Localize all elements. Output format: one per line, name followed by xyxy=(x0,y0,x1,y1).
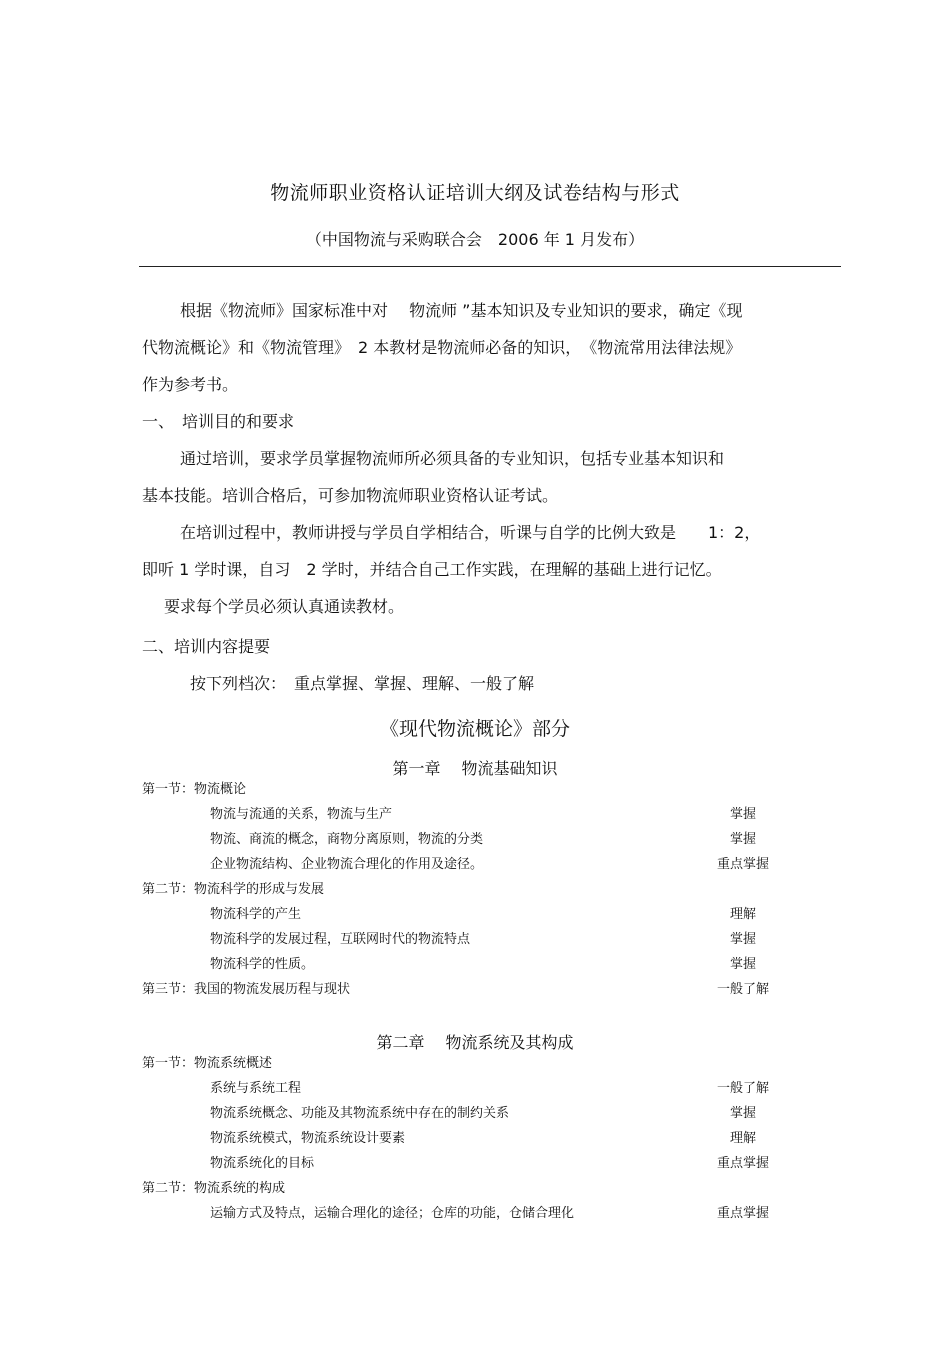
outline-row xyxy=(142,902,842,927)
intro-line: 根据《物流师》国家标准中对 物流师 ”基本知识及专业知识的要求，确定《现 xyxy=(180,301,743,320)
intro-line: 作为参考书。 xyxy=(142,375,239,394)
topic-label: 企业物流结构、企业物流合理化的作用及途径。 xyxy=(210,857,484,872)
paragraph-line: 通过培训，要求学员掌握物流师所必须具备的专业知识，包括专业基本知识和 xyxy=(180,449,725,468)
outline-row xyxy=(142,1151,842,1176)
mastery-level: 重点掌握 xyxy=(716,857,769,872)
levels-line: 按下列档次： 重点掌握、掌握、理解、一般了解 xyxy=(190,674,535,693)
section-label: 第二节：物流系统的构成 xyxy=(142,1181,286,1196)
outline-row xyxy=(142,802,842,827)
intro-paragraph xyxy=(142,292,842,403)
section-training-goals xyxy=(142,403,842,625)
topic-label: 物流科学的产生 xyxy=(210,907,302,922)
mastery-level: 掌握 xyxy=(729,832,756,847)
document-title: 物流师职业资格认证培训大纲及试卷结构与形式 xyxy=(270,182,680,204)
chapter-outline xyxy=(142,777,842,1002)
section-label: 第一节：物流概论 xyxy=(142,782,247,797)
section-heading: 二、培训内容提要 xyxy=(142,637,271,656)
topic-label: 物流与流通的关系，物流与生产 xyxy=(210,807,393,822)
chapter-outline xyxy=(142,1051,842,1226)
outline-row xyxy=(142,1076,842,1101)
intro-line: 代物流概论》和《物流管理》 2 本教材是物流师必备的知识， 《物流常用法律法规》 xyxy=(142,338,742,357)
topic-label: 物流科学的发展过程，互联网时代的物流特点 xyxy=(210,932,471,947)
mastery-level: 重点掌握 xyxy=(716,1156,769,1171)
mastery-level: 掌握 xyxy=(729,1106,756,1121)
topic-label: 物流系统化的目标 xyxy=(210,1156,315,1171)
mastery-level: 理解 xyxy=(729,907,756,922)
topic-label: 物流、商流的概念，商物分离原则，物流的分类 xyxy=(210,832,484,847)
outline-row xyxy=(142,952,842,977)
mastery-level: 掌握 xyxy=(729,807,756,822)
outline-row xyxy=(142,1176,842,1201)
paragraph-line: 要求每个学员必须认真通读教材。 xyxy=(164,597,405,616)
mastery-level: 一般了解 xyxy=(716,982,769,997)
outline-row xyxy=(142,927,842,952)
outline-row xyxy=(142,777,842,802)
section-label: 第三节：我国的物流发展历程与现状 xyxy=(142,982,351,997)
section-heading: 一、 培训目的和要求 xyxy=(142,412,295,431)
outline-row xyxy=(142,977,842,1002)
outline-row xyxy=(142,1201,842,1226)
topic-label: 物流科学的性质。 xyxy=(210,957,315,972)
chapter-title: 第二章 物流系统及其构成 xyxy=(376,1033,574,1052)
paragraph-line: 基本技能。培训合格后，可参加物流师职业资格认证考试。 xyxy=(142,486,559,505)
outline-row xyxy=(142,877,842,902)
document-subtitle: （中国物流与采购联合会 2006 年 1 月发布） xyxy=(305,230,645,249)
section-training-content xyxy=(142,628,842,702)
section-label: 第二节：物流科学的形成与发展 xyxy=(142,882,325,897)
mastery-level: 掌握 xyxy=(729,932,756,947)
section-label: 第一节：物流系统概述 xyxy=(142,1056,273,1071)
topic-label: 运输方式及特点，运输合理化的途径；仓库的功能，仓储合理化 xyxy=(210,1206,575,1221)
mastery-level: 一般了解 xyxy=(716,1081,769,1096)
paragraph-line: 即听 1 学时课，自习 2 学时，并结合自己工作实践，在理解的基础上进行记忆。 xyxy=(142,560,722,579)
outline-row xyxy=(142,1126,842,1151)
mastery-level: 掌握 xyxy=(729,957,756,972)
topic-label: 物流系统概念、功能及其物流系统中存在的制约关系 xyxy=(210,1106,510,1121)
outline-row xyxy=(142,827,842,852)
topic-label: 系统与系统工程 xyxy=(210,1081,302,1096)
paragraph-line: 在培训过程中，教师讲授与学员自学相结合，听课与自学的比例大致是 1：2， xyxy=(180,523,761,542)
outline-row xyxy=(142,852,842,877)
outline-row xyxy=(142,1101,842,1126)
part-title: 《现代物流概论》部分 xyxy=(379,718,570,740)
mastery-level: 理解 xyxy=(729,1131,756,1146)
mastery-level: 重点掌握 xyxy=(716,1206,769,1221)
outline-row xyxy=(142,1051,842,1076)
topic-label: 物流系统模式，物流系统设计要素 xyxy=(210,1131,406,1146)
title-divider xyxy=(139,266,841,267)
chapter-title: 第一章 物流基础知识 xyxy=(392,759,558,778)
